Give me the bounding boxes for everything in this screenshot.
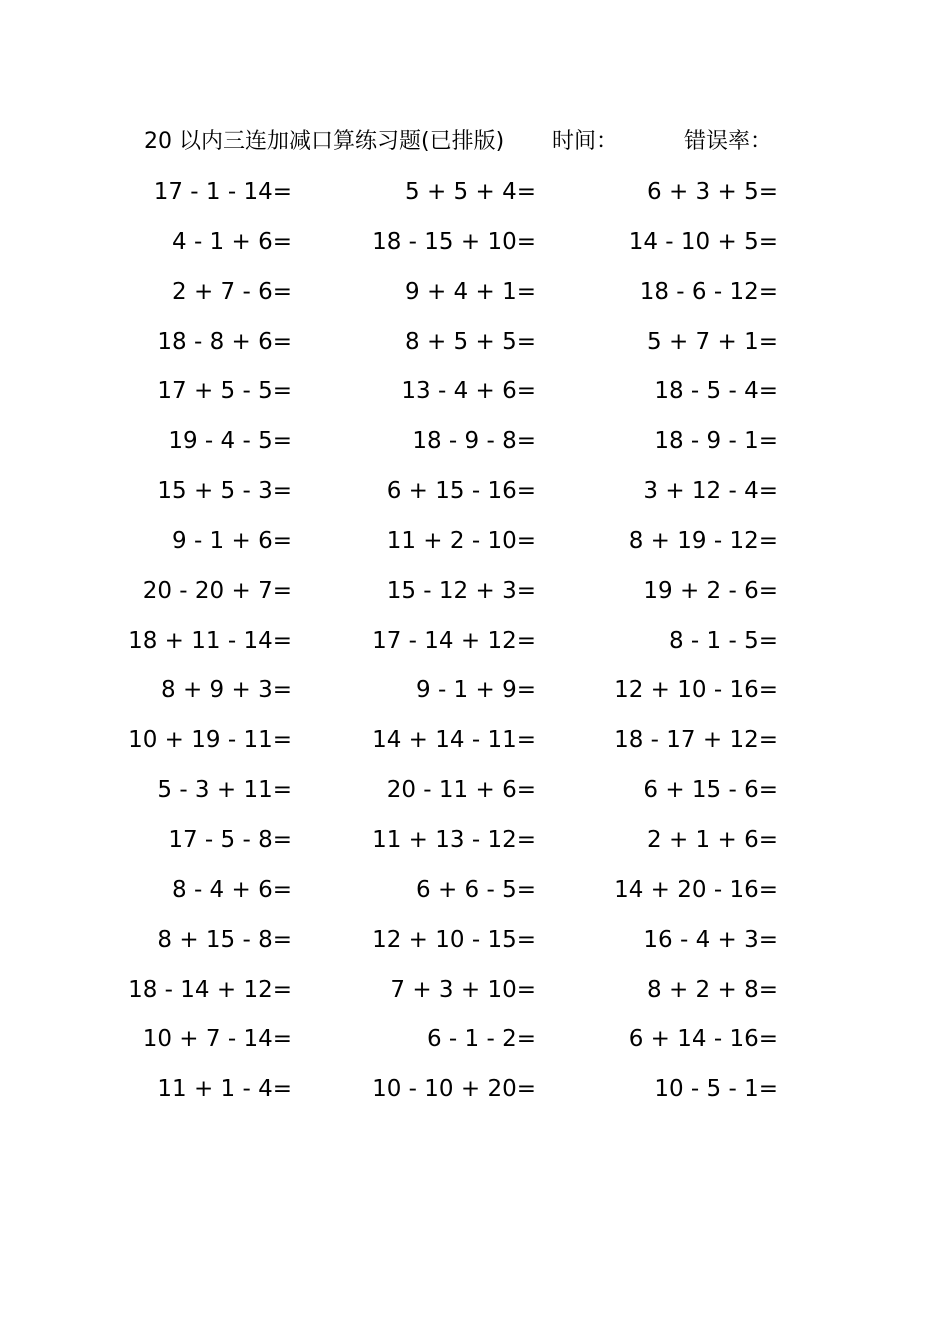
problem-row: [0, 419, 950, 469]
math-problem: 11 + 2 - 10=: [386, 527, 536, 554]
math-problem: 19 - 4 - 5=: [168, 428, 292, 455]
math-problem: 19 + 2 - 6=: [643, 577, 778, 604]
math-problem: 8 + 9 + 3=: [161, 677, 292, 704]
problem-row: [0, 718, 950, 768]
math-problem: 18 - 14 + 12=: [128, 976, 292, 1003]
error-rate-label: 错误率：: [684, 129, 773, 154]
math-problem: 5 - 3 + 11=: [157, 777, 292, 804]
math-problem: 17 - 5 - 8=: [168, 826, 292, 853]
math-problem: 14 - 10 + 5=: [628, 228, 778, 255]
math-problem: 18 - 5 - 4=: [654, 378, 778, 405]
math-problem: 18 - 8 + 6=: [157, 328, 292, 355]
problem-row: [0, 968, 950, 1018]
problem-row: [0, 1067, 950, 1117]
worksheet-header: [0, 124, 950, 160]
math-problem: 6 + 6 - 5=: [416, 876, 536, 903]
math-problem: 9 - 1 + 9=: [416, 677, 536, 704]
math-problem: 16 - 4 + 3=: [643, 926, 778, 953]
math-problem: 18 - 9 - 1=: [654, 428, 778, 455]
math-problem: 17 + 5 - 5=: [157, 378, 292, 405]
math-problem: 5 + 5 + 4=: [405, 179, 536, 205]
math-problem: 4 - 1 + 6=: [172, 228, 292, 255]
problem-row: [0, 519, 950, 569]
problem-row: [0, 569, 950, 619]
math-problem: 14 + 14 - 11=: [372, 727, 536, 754]
problem-row: [0, 918, 950, 968]
problem-row: [0, 768, 950, 818]
worksheet-title: 20 以内三连加减口算练习题(已排版): [144, 129, 505, 154]
math-problem: 18 - 9 - 8=: [412, 428, 536, 455]
problem-row: [0, 369, 950, 419]
math-problem: 8 + 2 + 8=: [647, 976, 778, 1003]
problem-row: [0, 220, 950, 270]
math-problem: 10 - 5 - 1=: [654, 1076, 778, 1103]
math-problem: 6 + 15 - 6=: [643, 777, 778, 804]
math-problem: 10 - 10 + 20=: [372, 1076, 536, 1103]
math-problem: 7 + 3 + 10=: [390, 976, 536, 1003]
math-problem: 13 - 4 + 6=: [401, 378, 536, 405]
problem-row: [0, 619, 950, 669]
problem-row: [0, 668, 950, 718]
math-problem: 8 + 5 + 5=: [405, 328, 536, 355]
math-problem: 12 + 10 - 16=: [614, 677, 778, 704]
problem-row: [0, 270, 950, 320]
math-problem: 5 + 7 + 1=: [647, 328, 778, 355]
math-problem: 11 + 1 - 4=: [157, 1076, 292, 1103]
math-problem: 3 + 12 - 4=: [643, 478, 778, 505]
problem-row: [0, 818, 950, 868]
math-problem: 10 + 19 - 11=: [128, 727, 292, 754]
math-problem: 10 + 7 - 14=: [142, 1026, 292, 1053]
math-problem: 18 - 17 + 12=: [614, 727, 778, 754]
problem-grid: [0, 170, 950, 1117]
math-problem: 17 - 14 + 12=: [372, 627, 536, 654]
problem-row: [0, 170, 950, 220]
math-problem: 18 - 15 + 10=: [372, 228, 536, 255]
math-problem: 2 + 7 - 6=: [172, 278, 292, 305]
math-problem: 20 - 11 + 6=: [386, 777, 536, 804]
math-problem: 15 + 5 - 3=: [157, 478, 292, 505]
problem-row: [0, 469, 950, 519]
math-problem: 8 + 19 - 12=: [628, 527, 778, 554]
math-problem: 6 + 14 - 16=: [628, 1026, 778, 1053]
math-problem: 2 + 1 + 6=: [647, 826, 778, 853]
math-problem: 6 + 15 - 16=: [386, 478, 536, 505]
math-problem: 17 - 1 - 14=: [153, 179, 292, 205]
math-problem: 18 + 11 - 14=: [128, 627, 292, 654]
math-problem: 12 + 10 - 15=: [372, 926, 536, 953]
math-problem: 9 + 4 + 1=: [405, 278, 536, 305]
math-problem: 6 + 3 + 5=: [647, 179, 778, 205]
math-problem: 11 + 13 - 12=: [372, 826, 536, 853]
math-problem: 20 - 20 + 7=: [142, 577, 292, 604]
math-problem: 8 - 4 + 6=: [172, 876, 292, 903]
math-problem: 9 - 1 + 6=: [172, 527, 292, 554]
math-problem: 14 + 20 - 16=: [614, 876, 778, 903]
problem-row: [0, 320, 950, 370]
math-problem: 6 - 1 - 2=: [426, 1026, 536, 1053]
problem-row: [0, 868, 950, 918]
time-label: 时间：: [552, 129, 619, 154]
problem-row: [0, 1017, 950, 1067]
math-problem: 8 - 1 - 5=: [668, 627, 778, 654]
math-problem: 15 - 12 + 3=: [386, 577, 536, 604]
math-problem: 18 - 6 - 12=: [639, 278, 778, 305]
math-problem: 8 + 15 - 8=: [157, 926, 292, 953]
